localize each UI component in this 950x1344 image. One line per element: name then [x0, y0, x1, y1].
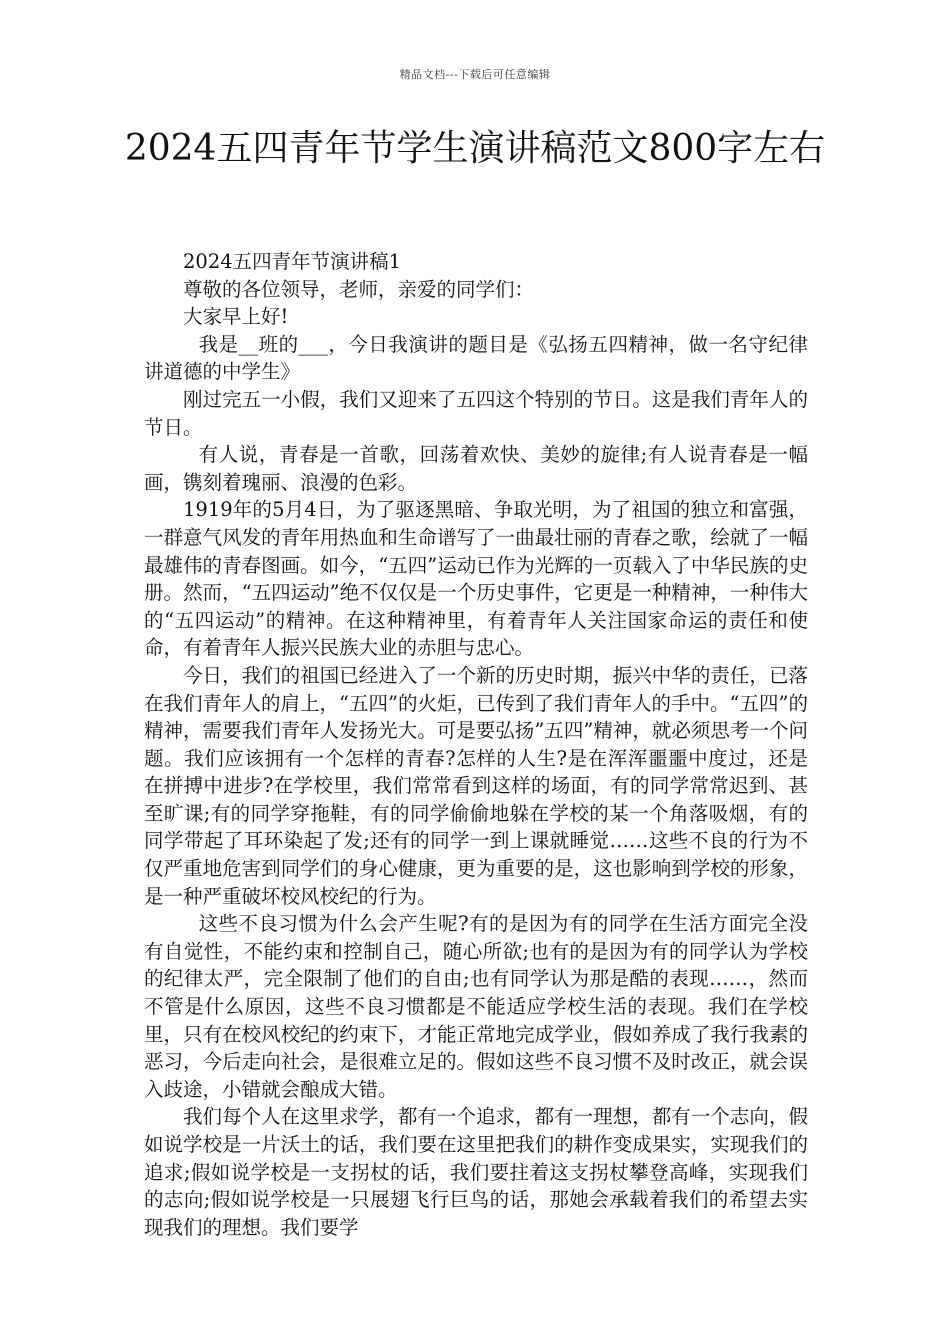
header-note: 精品文档---下载后可任意编辑	[399, 68, 551, 81]
paragraph: 1919年的5月4日，为了驱逐黑暗、争取光明，为了祖国的独立和富强，一群意气风发的青年用热血和生命谱写了一曲最壮丽的青春之歌，绘就了一幅最雄伟的青春图画。如今，“五四”运动已作为光辉的一页载入了中华民族的史册。然而，“五四运动”绝不仅仅是一个历史事件，它更是一种精神，一种伟大的“五四运动”的精神。在这种精神里，有着青年人关注国家命运的责任和使命，有着青年人振兴民族大业的赤胆与忠心。	[144, 498, 808, 660]
paragraph: 有人说，青春是一首歌，回荡着欢快、美妙的旋律;有人说青春是一幅画，镌刻着瑰丽、浪漫的色彩。	[144, 443, 808, 494]
paragraph: 今日，我们的祖国已经进入了一个新的历史时期，振兴中华的责任，已落在我们青年人的肩上，“五四”的火炬，已传到了我们青年人的手中。“五四”的精神，需要我们青年人发扬光大。可是要弘扬”五四”精神，就必须思考一个问题。我们应该拥有一个怎样的青春?怎样的人生?是在浑浑噩噩中度过，还是在拼搏中进步?在学校里，我们常常看到这样的场面，有的同学常常迟到、甚至旷课;有的同学穿拖鞋，有的同学偷偷地躲在学校的某一个角落吸烟，有的同学带起了耳环染起了发;还有的同学一到上课就睡觉……这些不良的行为不仅严重地危害到同学们的身心健康，更为重要的是，这也影响到学校的形象，是一种严重破坏校风校纪的行为。	[144, 663, 808, 908]
greeting: 大家早上好!	[183, 305, 289, 329]
paragraph: 我们每个人在这里求学，都有一个追求，都有一理想，都有一个志向，假如说学校是一片沃土的话，我们要在这里把我们的耕作变成果实，实现我们的追求;假如说学校是一支拐杖的话，我们要拄着这支拐杖攀登高峰，实现我们的志向;假如说学校是一只展翅飞行巨鸟的话，那她会承载着我们的希望去实现我们的理想。我们要学	[144, 1105, 808, 1239]
salutation: 尊敬的各位领导，老师，亲爱的同学们：	[183, 277, 535, 301]
paragraph: 刚过完五一小假，我们又迎来了五四这个特别的节日。这是我们青年人的节日。	[144, 387, 808, 439]
document-title: 2024五四青年节学生演讲稿范文800字左右	[124, 128, 826, 169]
document-body	[144, 248, 808, 1241]
paragraph: 这些不良习惯为什么会产生呢?有的是因为有的同学在生活方面完全没有自觉性，不能约束和控制自己，随心所欲;也有的是因为有的同学认为学校的纪律太严，完全限制了他们的自由;也有同学认为那是酷的表现……，然而不管是什么原因，这些不良习惯都是不能适应学校生活的表现。我们在学校里，只有在校风校纪的约束下，才能正常地完成学业，假如养成了我行我素的恶习，今后走向社会，是很难立足的。假如这些不良习惯不及时改正，就会误入歧途，小错就会酿成大错。	[144, 912, 808, 1101]
paragraph: 我是__班的___，今日我演讲的题目是《弘扬五四精神，做一名守纪律讲道德的中学生》	[144, 332, 808, 384]
section-heading: 2024五四青年节演讲稿1	[183, 250, 402, 273]
